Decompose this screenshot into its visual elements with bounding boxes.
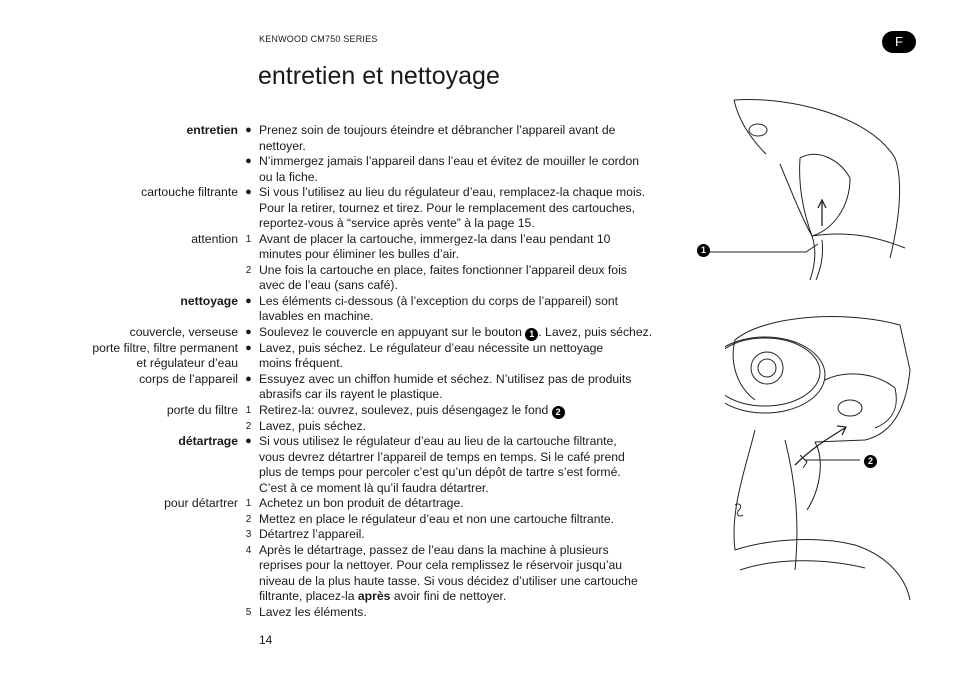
instruction-text-span: Soulevez le couvercle en appuyant sur le bouton [259, 324, 526, 339]
instruction-row [0, 185, 700, 201]
instruction-row [0, 356, 700, 372]
instruction-row [0, 216, 700, 232]
instruction-text [259, 278, 691, 294]
section-label [0, 387, 238, 403]
step-number [238, 170, 259, 186]
step-number [238, 558, 259, 574]
instruction-row [0, 419, 700, 435]
step-number: 4 [245, 544, 252, 556]
step-number [238, 201, 259, 217]
instruction-text-span: Les éléments ci-dessous (à l’exception du corps de l’appareil) sont [259, 293, 619, 308]
instruction-text-span: minutes pour éliminer les bulles d’air. [259, 247, 459, 261]
bullet-marker: ● [245, 294, 252, 307]
emphasis-text: après [357, 589, 391, 603]
section-label [0, 216, 238, 232]
instruction-text [259, 512, 691, 528]
instruction-row [0, 481, 700, 497]
section-label: couvercle, verseuse [129, 324, 238, 339]
instruction-text [259, 605, 691, 621]
bullet-marker: ● [245, 372, 252, 385]
step-number [238, 387, 259, 403]
instruction-text-span: Lavez, puis séchez. Le régulateur d’eau nécessite un nettoyage [259, 340, 604, 355]
instruction-text-span: Détartrez l’appareil. [259, 527, 365, 541]
instruction-text [259, 247, 691, 263]
instruction-text-span: Essuyez avec un chiffon humide et séchez. N’utilisez pas de produits [259, 371, 632, 386]
instruction-row [0, 139, 700, 155]
instruction-text-span: reprises pour la nettoyer. Pour cela remplissez le réservoir jusqu’au [259, 558, 623, 572]
instruction-row [0, 247, 700, 263]
instruction-row [0, 589, 700, 605]
instruction-text [259, 341, 691, 357]
instruction-text-span: Lavez les éléments. [259, 604, 367, 619]
instruction-text-span: Pour la retirer, tournez et tirez. Pour le remplacement des cartouches, [259, 200, 635, 215]
step-number: 5 [245, 606, 252, 618]
circled-number-1: 1 [525, 328, 538, 341]
instruction-row [0, 263, 700, 279]
instruction-text-span: vous devrez détartrer l’appareil de temps en temps. Si le café prend [259, 449, 625, 464]
instruction-text [259, 201, 691, 217]
instruction-row [0, 309, 700, 325]
instruction-row [0, 434, 700, 450]
instruction-row [0, 512, 700, 528]
instruction-text-span: Lavez, puis séchez. [259, 418, 367, 433]
instruction-text [259, 325, 691, 341]
section-label [0, 170, 238, 186]
instruction-row [0, 278, 700, 294]
instruction-text-span: avec de l’eau (sans café). [259, 278, 398, 292]
series-header: KENWOOD CM750 SERIES [259, 34, 378, 44]
instruction-text [259, 558, 691, 574]
instruction-row [0, 496, 700, 512]
instruction-row [0, 527, 700, 543]
instruction-text [259, 481, 691, 497]
instruction-text-span: filtrante, placez-la [259, 589, 358, 603]
circled-number-2: 2 [552, 406, 565, 419]
instruction-row [0, 232, 700, 248]
instruction-text-span: Une fois la cartouche en place, faites fonctionner l’appareil deux fois [259, 262, 627, 277]
instruction-text-span: lavables en machine. [259, 309, 374, 323]
instruction-text-span: plus de temps pour percoler c’est qu’un dépôt de tartre s’est formé. [259, 465, 621, 479]
instruction-text-span: N’immergez jamais l’appareil dans l’eau et évitez de mouiller le cordon [259, 154, 640, 168]
instruction-text [259, 574, 691, 590]
instruction-text-span: Si vous utilisez le régulateur d’eau au lieu de la cartouche filtrante, [259, 434, 617, 448]
instruction-text [259, 356, 691, 372]
section-label: attention [191, 231, 238, 246]
callout-2-badge: 2 [864, 455, 877, 468]
instruction-text [259, 465, 691, 481]
step-number: 1 [245, 404, 252, 416]
instruction-row [0, 558, 700, 574]
instruction-text-span: Après le détartrage, passez de l’eau dans la machine à plusieurs [259, 542, 609, 557]
step-number: 2 [245, 264, 252, 276]
bullet-marker: ● [245, 155, 252, 167]
page-title: entretien et nettoyage [258, 62, 500, 90]
bullet-marker: ● [245, 124, 252, 136]
instruction-text-span: Avant de placer la cartouche, immergez-la dans l’eau pendant 10 [259, 231, 611, 246]
section-label [0, 574, 238, 590]
instruction-text-span: moins fréquent. [259, 356, 344, 370]
instruction-text-span: niveau de la plus haute tasse. Si vous décidez d’utiliser une cartouche [259, 573, 638, 588]
section-label: et régulateur d’eau [136, 356, 238, 370]
instruction-text [259, 419, 691, 435]
instruction-text-suffix: . Lavez, puis séchez. [538, 324, 653, 339]
instruction-text-span: ou la fiche. [259, 169, 318, 184]
instruction-row [0, 372, 700, 388]
instruction-text [259, 263, 691, 279]
instruction-text-span: Prenez soin de toujours éteindre et débrancher l’appareil avant de [259, 123, 616, 137]
instruction-text [259, 170, 691, 186]
instruction-text [259, 387, 691, 403]
section-label [0, 309, 238, 325]
instruction-text [259, 185, 691, 201]
instruction-row [0, 450, 700, 466]
section-label: détartrage [178, 434, 238, 448]
step-number [238, 278, 259, 294]
instruction-text [259, 450, 691, 466]
instruction-row [0, 403, 700, 419]
instruction-text-span: Retirez-la: ouvrez, soulevez, puis désengagez le fond [259, 402, 552, 417]
instruction-text [259, 403, 691, 419]
bullet-marker: ● [245, 435, 252, 447]
section-label [0, 527, 238, 543]
section-label [0, 589, 238, 605]
step-number [238, 139, 259, 155]
instruction-row [0, 294, 700, 310]
instruction-row [0, 201, 700, 217]
instruction-row [0, 341, 700, 357]
step-number [238, 216, 259, 232]
bullet-marker: ● [245, 341, 252, 354]
instructions-body [0, 123, 700, 620]
step-number: 2 [245, 420, 252, 432]
instruction-text-span: reportez-vous à “service après vente” à la page 15. [259, 216, 535, 230]
step-number: 2 [245, 513, 252, 525]
instruction-row [0, 123, 700, 139]
step-number [238, 309, 259, 325]
instruction-text [259, 527, 691, 543]
section-label: porte du filtre [166, 402, 238, 417]
step-number [238, 465, 259, 481]
instruction-text-span: Si vous l’utilisez au lieu du régulateur d’eau, remplacez-la chaque mois. [259, 185, 646, 199]
section-label [0, 247, 238, 263]
section-label [0, 139, 238, 155]
instruction-text [259, 543, 691, 559]
step-number [238, 450, 259, 466]
section-label [0, 419, 238, 435]
instruction-text [259, 123, 691, 139]
bullet-marker: ● [245, 325, 252, 338]
section-label [0, 543, 238, 559]
instruction-text-span: nettoyer. [259, 138, 306, 153]
step-number: 1 [245, 498, 252, 509]
section-label [0, 465, 238, 481]
instruction-row [0, 387, 700, 403]
instruction-text-span: Mettez en place le régulateur d’eau et non une cartouche filtrante. [259, 511, 615, 526]
step-number: 1 [245, 233, 252, 245]
instruction-text [259, 232, 691, 248]
instruction-row [0, 574, 700, 590]
section-label [0, 481, 238, 497]
section-label [0, 558, 238, 574]
step-number [238, 356, 259, 372]
section-label: cartouche filtrante [141, 185, 238, 199]
section-label [0, 154, 238, 170]
section-label [0, 450, 238, 466]
instruction-text [259, 309, 691, 325]
section-label [0, 278, 238, 294]
section-label [0, 605, 238, 621]
instruction-text [259, 372, 691, 388]
section-label: entretien [186, 123, 238, 137]
instruction-row [0, 465, 700, 481]
step-number [238, 574, 259, 590]
step-number [238, 589, 259, 605]
step-number: 3 [245, 529, 252, 540]
instruction-text [259, 154, 691, 170]
section-label: nettoyage [180, 293, 238, 308]
instruction-text [259, 589, 691, 605]
section-label [0, 512, 238, 528]
instruction-text-span: Achetez un bon produit de détartrage. [259, 496, 464, 510]
instruction-row [0, 543, 700, 559]
section-label [0, 201, 238, 217]
filter-holder-illustration [725, 310, 915, 610]
section-label: pour détartrer [164, 496, 238, 510]
step-number [238, 247, 259, 263]
instruction-row [0, 605, 700, 621]
bullet-marker: ● [245, 186, 252, 198]
instruction-text [259, 434, 691, 450]
language-badge: F [882, 31, 916, 53]
instruction-text-span: C’est à ce moment là qu’il faudra détartrer. [259, 480, 489, 495]
callout-1-badge: 1 [697, 244, 710, 257]
instruction-row [0, 170, 700, 186]
instruction-text-span: abrasifs car ils rayent le plastique. [259, 387, 443, 401]
page-number: 14 [259, 633, 273, 647]
instruction-text-suffix: avoir fini de nettoyer. [390, 589, 507, 603]
instruction-row [0, 325, 700, 341]
instruction-row [0, 154, 700, 170]
instruction-text [259, 139, 691, 155]
section-label [0, 263, 238, 279]
carafe-lid-illustration [700, 98, 910, 283]
instruction-text [259, 496, 691, 512]
instruction-text [259, 294, 691, 310]
instruction-text [259, 216, 691, 232]
section-label: porte filtre, filtre permanent [92, 340, 238, 355]
section-label: corps de l’appareil [139, 371, 238, 386]
step-number [238, 481, 259, 497]
